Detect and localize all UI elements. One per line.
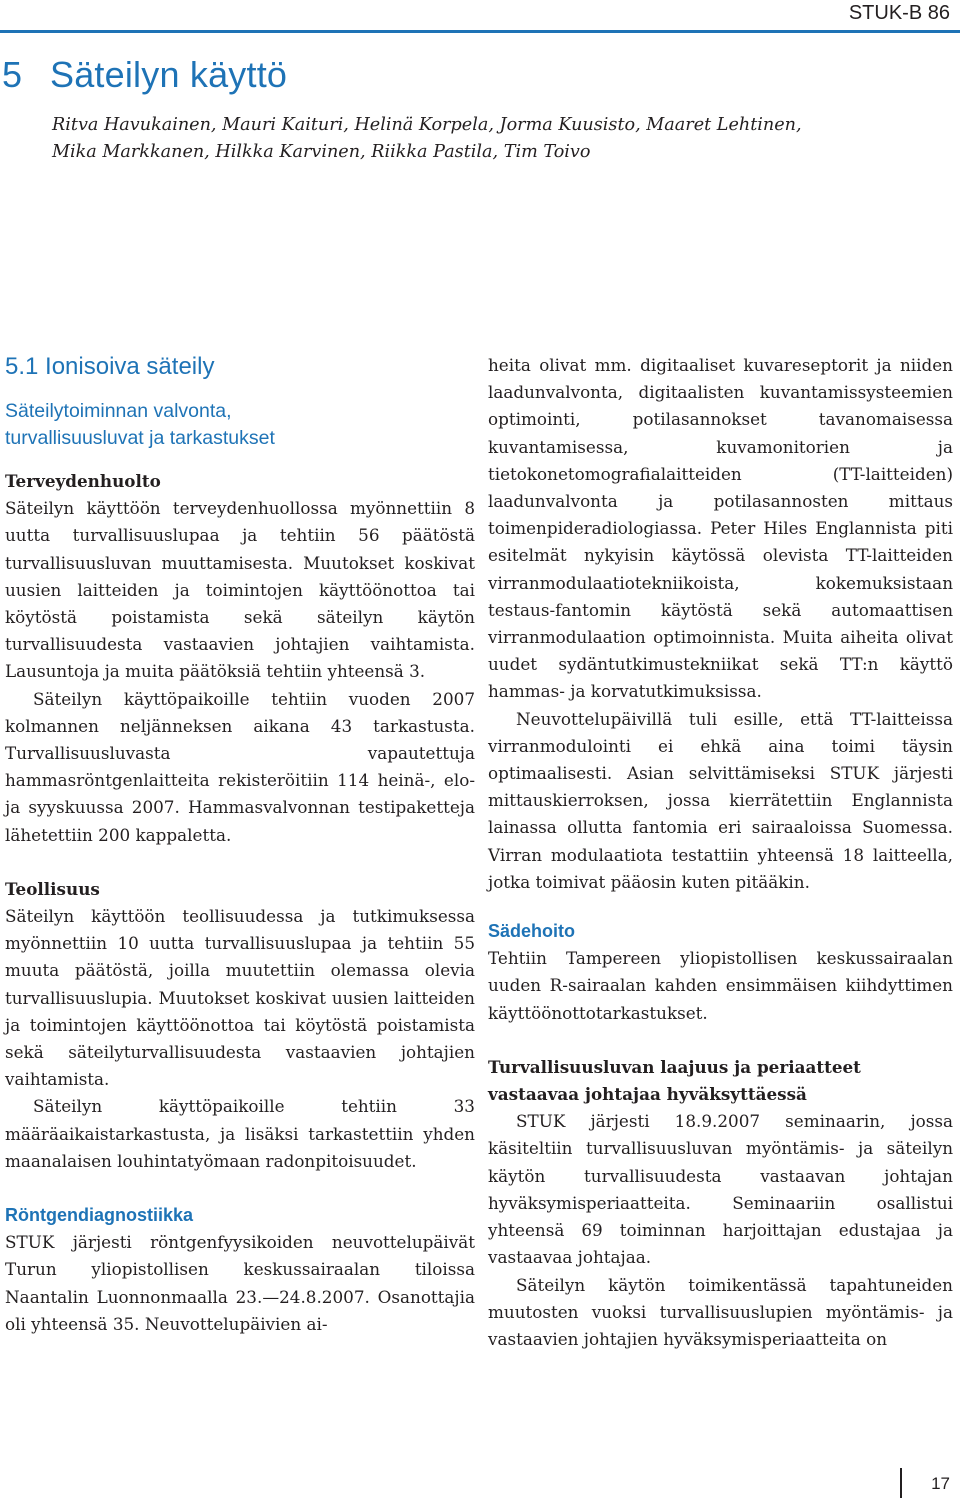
heading-sadehoito: Sädehoito — [488, 921, 576, 942]
chapter-number: 5 — [2, 54, 23, 95]
left-column — [5, 352, 475, 1338]
heading-teollisuus: Teollisuus — [5, 878, 100, 899]
heading-rontgendiagnostiikka: Röntgendiagnostiikka — [5, 1205, 194, 1226]
subsection-title — [5, 398, 475, 452]
chapter-authors — [52, 112, 912, 166]
section-title: 5.1 Ionisoiva säteily — [5, 353, 215, 380]
paragraph: Säteilyn käytön toimikentässä tapahtuneiden muutosten vuoksi turvallisuuslupien myöntämis- ja vastaavien johtajien hyväksymisperiaatteita on — [488, 1274, 953, 1349]
heading-line-2: vastaavaa johtajaa hyväksyttäessä — [488, 1084, 807, 1105]
paragraph: STUK järjesti 18.9.2007 seminaarin, jossa käsiteltiin turvallisuusluvan myöntämis- ja säteilyn käytön turvallisuudesta vastaavan johtajan hyväksymisperiaatteita. Seminaariin osallistui yhteensä 69 toiminnan harjoittajan edustajaa ja vastaavaa johtajaa. — [488, 1111, 953, 1268]
heading-line-1: Turvallisuusluvan laajuus ja periaatteet — [488, 1056, 861, 1077]
chapter-title-text: Säteilyn käyttö — [50, 54, 288, 95]
subsection-title-line-2: turvallisuusluvat ja tarkastukset — [5, 427, 275, 449]
subsection-title-line-1: Säteilytoiminnan valvonta, — [5, 400, 232, 422]
paragraph: Säteilyn käyttöön terveydenhuollossa myönnettiin 8 uutta turvallisuuslupaa ja tehtiin 56 päätöstä turvallisuusluvan muuttamisesta. Muutokset koskivat uusien laitteiden ja toimintojen käyttöönottoa tai köytöstä poistamista sekä säteilyn käytön turvallisuudesta vastaavien johtajien vaihtamista. Lausuntoja ja muita päätöksiä tehtiin yhteensä 3. — [5, 498, 475, 682]
paragraph: Neuvottelupäivillä tuli esille, että TT-laitteissa virranmodulointi ei ehkä aina toimi täysin optimaalisesti. Asian selvittämiseksi STUK järjesti mittauskierroksen, jossa kierrätettiin Englannista lainassa ollutta fantomia eri sairaaloissa Suomessa. Virran modulaatiota testattiin yhteensä 18 laitteella, jotka toimivat pääosin kuten pitääkin. — [488, 708, 953, 892]
footer-rule — [900, 1468, 902, 1498]
page-number: 17 — [931, 1474, 950, 1493]
paragraph: Säteilyn käyttöpaikoille tehtiin 33 määräaikaistarkastusta, ja lisäksi tarkastettiin yhden maanalaisen louhintatyömaan radonpitoisuudet. — [5, 1096, 475, 1171]
heading-turvallisuusluvan-laajuus — [488, 1054, 953, 1108]
paragraph: heita olivat mm. digitaaliset kuvareseptorit ja niiden laadunvalvonta, digitaalisten kuvantamissysteemien optimointi, potilasannokset tavanomaisessa kuvantamisessa, kuvamonitorien ja tietokonetomografialaitteiden (TT-laitteiden) laadunvalvonta ja potilasannosten mittaus toimenpideradiologiassa. Peter Hiles Englannista piti esitelmät nykyisin käytössä olevista TT-laitteiden virranmodulaatiotekniikoista, kokemuksistaan testaus-fantomin käytöstä sekä automaattisen virranmodulaation optimoinnista. Muita aiheita olivat uudet sydäntutkimustekniikat sekä TT:n käyttö hammas- ja korvatutkimuksissa. — [488, 355, 953, 702]
authors-line-2: Mika Markkanen, Hilkka Karvinen, Riikka Pastila, Tim Toivo — [52, 142, 591, 162]
paragraph: Säteilyn käyttöön teollisuudessa ja tutkimuksessa myönnettiin 10 uutta turvallisuuslupaa ja tehtiin 55 muuta päätöstä, joilla muutettiin olemassa olevia turvallisuuslupia. Muutokset koskivat uusien laitteiden ja toimintojen käyttöönottoa tai köytöstä poistamista sekä säteilyturvallisuudesta vastaavien johtajien vaihtamista. — [5, 906, 475, 1090]
right-column — [488, 352, 953, 1353]
authors-line-1: Ritva Havukainen, Mauri Kaituri, Helinä Korpela, Jorma Kuusisto, Maaret Lehtinen, — [52, 115, 802, 135]
paragraph: Tehtiin Tampereen yliopistollisen keskussairaalan uuden R-sairaalan kahden ensimmäisen kiihdyttimen käyttöönottotarkastukset. — [488, 948, 953, 1023]
paragraph: STUK järjesti röntgenfyysikoiden neuvottelupäivät Turun yliopistollisen keskussairaalan tiloissa Naantalin Luonnonmaalla 23.—24.8.2007. Osanottajia oli yhteensä 35. Neuvottelupäivien ai- — [5, 1232, 475, 1334]
paragraph: Säteilyn käyttöpaikoille tehtiin vuoden 2007 kolmannen neljänneksen aikana 43 tarkastusta. Turvallisuusluvasta vapautettuja hammasröntgenlaitteita rekisteröitiin 114 heinä-, elo- ja syyskuussa 2007. Hammasvalvonnan testipaketteja lähetettiin 200 kappaletta. — [5, 688, 475, 845]
series-code: STUK-B 86 — [848, 2, 950, 24]
chapter-title — [2, 54, 287, 96]
heading-terveydenhuolto: Terveydenhuolto — [5, 471, 161, 491]
header-rule — [0, 30, 960, 33]
